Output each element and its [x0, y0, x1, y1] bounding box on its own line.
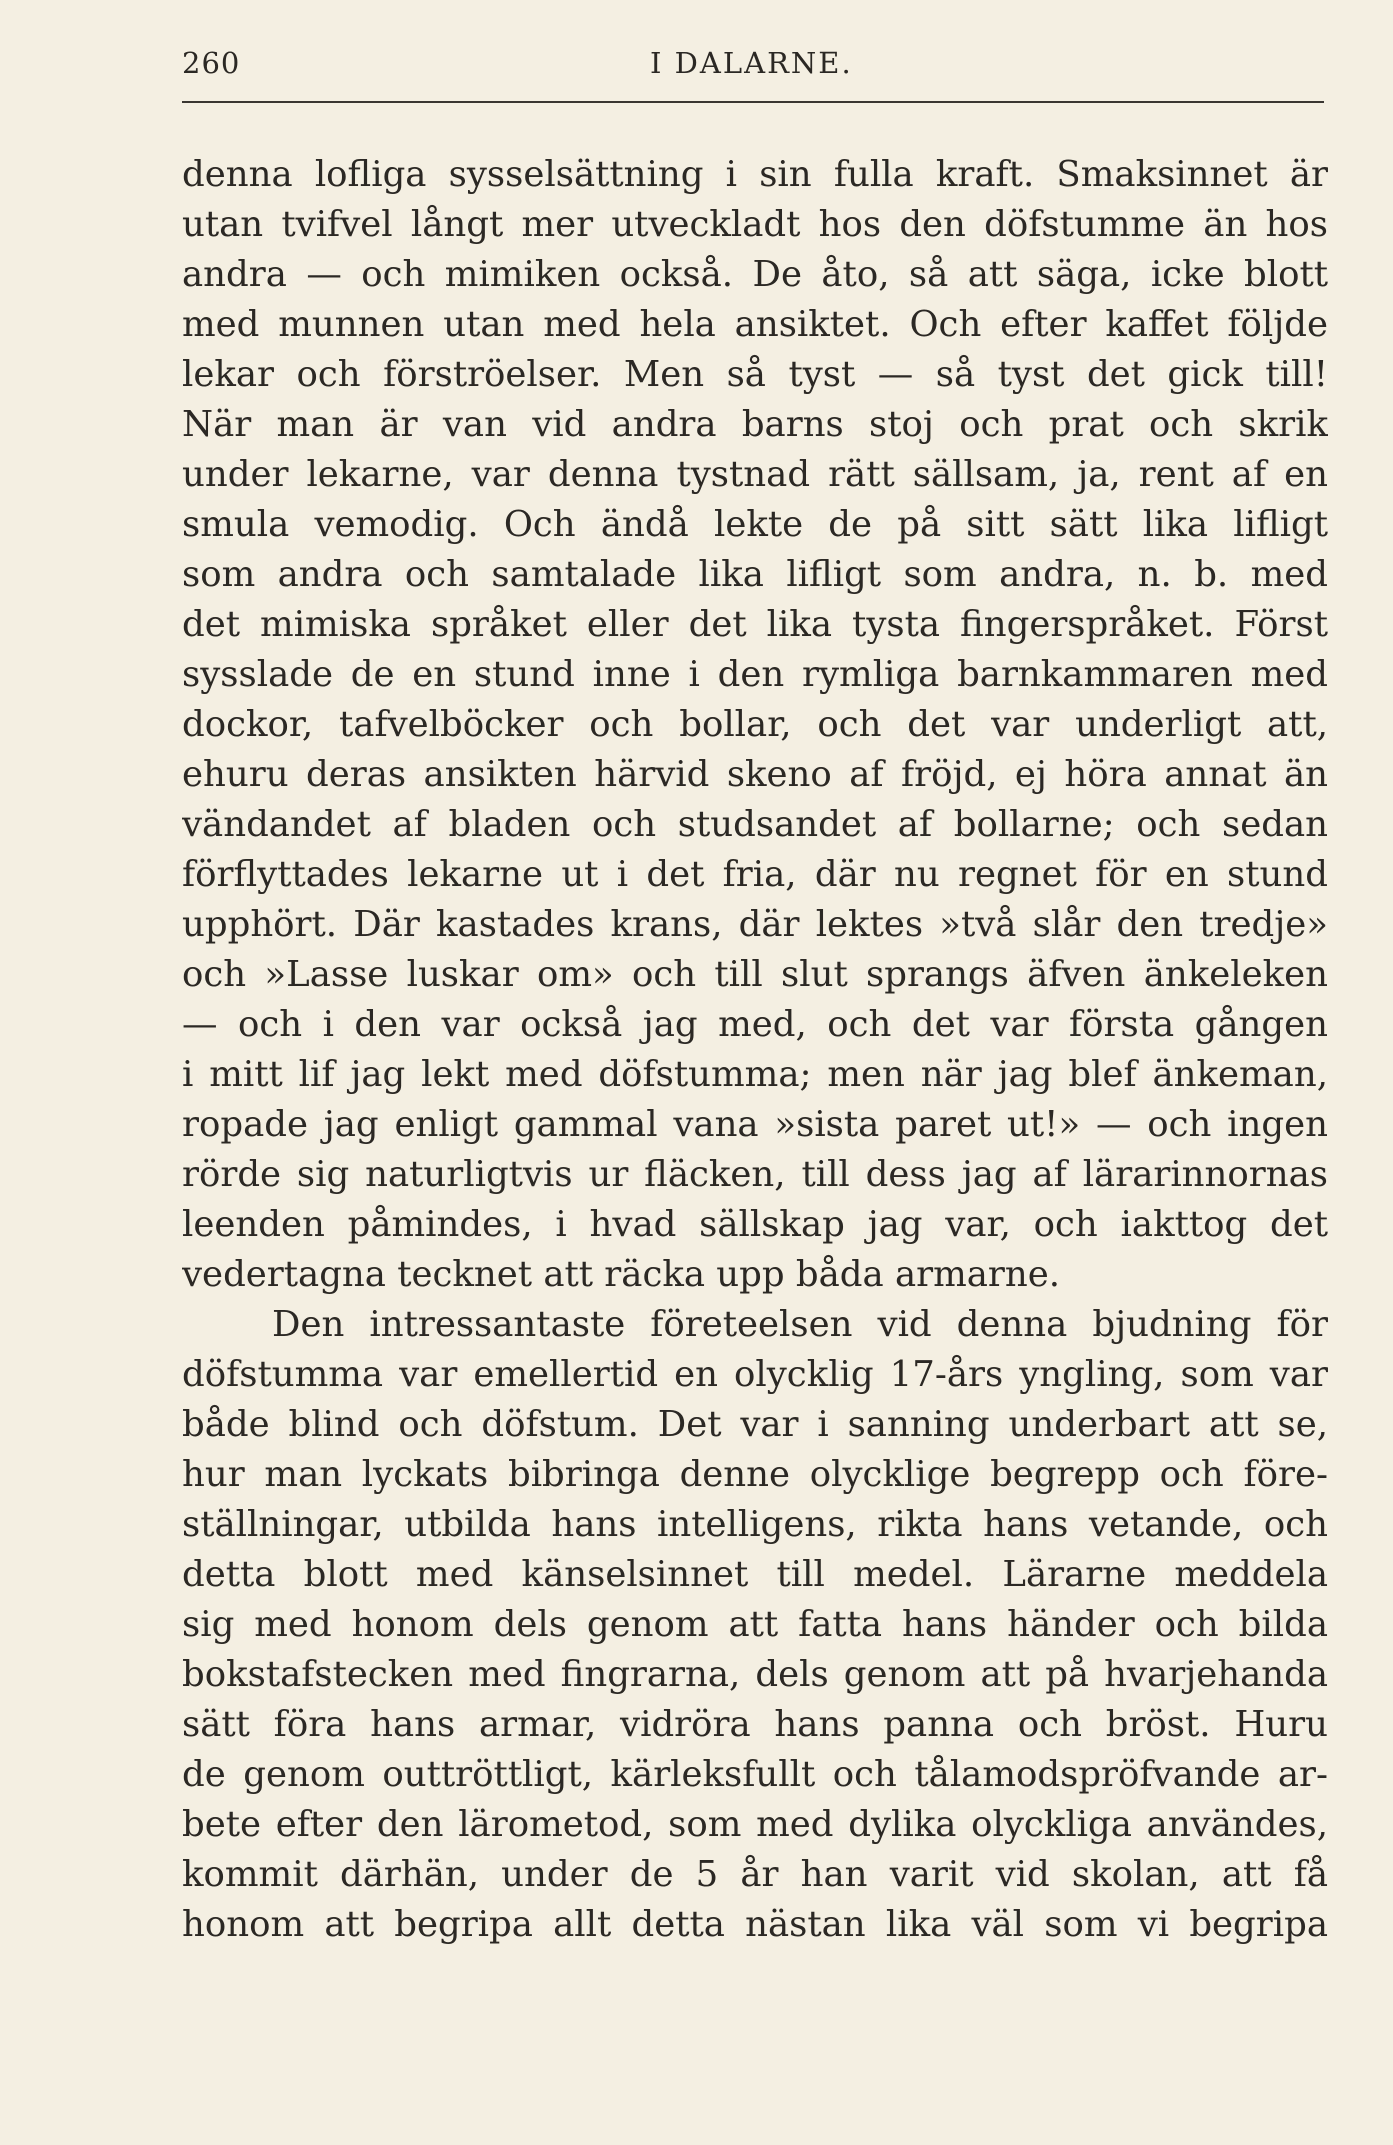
- text-line: ehuru deras ansikten härvid skeno af fröjd, ej höra annat än: [182, 754, 1328, 795]
- text-line: rörde sig naturligtvis ur fläcken, till dess jag af lärarinnornas: [182, 1154, 1328, 1195]
- text-line: förflyttades lekarne ut i det fria, där nu regnet för en stund: [182, 854, 1328, 895]
- paragraph-end-line: vedertagna tecknet att räcka upp båda armarne.: [182, 1254, 1061, 1295]
- text-line: leenden påmindes, i hvad sällskap jag var, och iakttog det: [182, 1204, 1328, 1245]
- text-line: utan tvifvel långt mer utveckladt hos den döfstumme än hos: [182, 204, 1328, 245]
- text-line: både blind och döfstum. Det var i sanning underbart att se,: [182, 1404, 1328, 1445]
- text-line: smula vemodig. Och ändå lekte de på sitt sätt lika lifligt: [182, 504, 1328, 545]
- text-line: honom att begripa allt detta nästan lika väl som vi begripa: [182, 1904, 1328, 1945]
- text-line: de genom outtröttligt, kärleksfullt och tålamodspröfvande ar-: [182, 1754, 1328, 1795]
- text-line: upphört. Där kastades krans, där lektes »två slår den tredje»: [182, 904, 1328, 945]
- running-header: [182, 46, 1322, 86]
- running-title: I DALARNE.: [650, 46, 853, 80]
- text-line: dockor, tafvelböcker och bollar, och det var underligt att,: [182, 704, 1328, 745]
- text-line: hur man lyckats bibringa denne olycklige begrepp och före-: [182, 1454, 1328, 1495]
- text-line: vändandet af bladen och studsandet af bollarne; och sedan: [182, 804, 1328, 845]
- text-line: — och i den var också jag med, och det var första gången: [182, 1004, 1328, 1045]
- text-line: som andra och samtalade lika lifligt som andra, n. b. med: [182, 554, 1328, 595]
- text-line: det mimiska språket eller det lika tysta fingerspråket. Först: [182, 604, 1328, 645]
- text-line: sätt föra hans armar, vidröra hans panna och bröst. Huru: [182, 1704, 1328, 1745]
- text-line: bokstafstecken med fingrarna, dels genom att på hvarjehanda: [182, 1654, 1328, 1695]
- text-line: lekar och förströelser. Men så tyst — så tyst det gick till!: [182, 354, 1328, 395]
- page-number: 260: [182, 46, 241, 80]
- body-text: [182, 150, 1328, 1950]
- text-line: andra — och mimiken också. De åto, så att säga, icke blott: [182, 254, 1328, 295]
- text-line: under lekarne, var denna tystnad rätt sällsam, ja, rent af en: [182, 454, 1328, 495]
- text-line: ropade jag enligt gammal vana »sista paret ut!» — och ingen: [182, 1104, 1328, 1145]
- text-line: sysslade de en stund inne i den rymliga barnkammaren med: [182, 654, 1328, 695]
- paragraph-start-line: Den intressantaste företeelsen vid denna bjudning för: [272, 1304, 1328, 1345]
- text-line: döfstumma var emellertid en olycklig 17-års yngling, som var: [182, 1354, 1328, 1395]
- text-line: ställningar, utbilda hans intelligens, rikta hans vetande, och: [182, 1504, 1328, 1545]
- text-line: sig med honom dels genom att fatta hans händer och bilda: [182, 1604, 1328, 1645]
- text-line: bete efter den lärometod, som med dylika olyckliga användes,: [182, 1804, 1328, 1845]
- header-rule: [182, 101, 1324, 103]
- text-line: med munnen utan med hela ansiktet. Och efter kaffet följde: [182, 304, 1328, 345]
- text-line: denna lofliga sysselsättning i sin fulla kraft. Smaksinnet är: [182, 154, 1328, 195]
- text-line: kommit därhän, under de 5 år han varit vid skolan, att få: [182, 1854, 1328, 1895]
- text-line: och »Lasse luskar om» och till slut sprangs äfven änkeleken: [182, 954, 1328, 995]
- text-line: detta blott med känselsinnet till medel. Lärarne meddela: [182, 1554, 1328, 1595]
- text-line: i mitt lif jag lekt med döfstumma; men när jag blef änkeman,: [182, 1054, 1328, 1095]
- text-line: När man är van vid andra barns stoj och prat och skrik: [182, 404, 1328, 445]
